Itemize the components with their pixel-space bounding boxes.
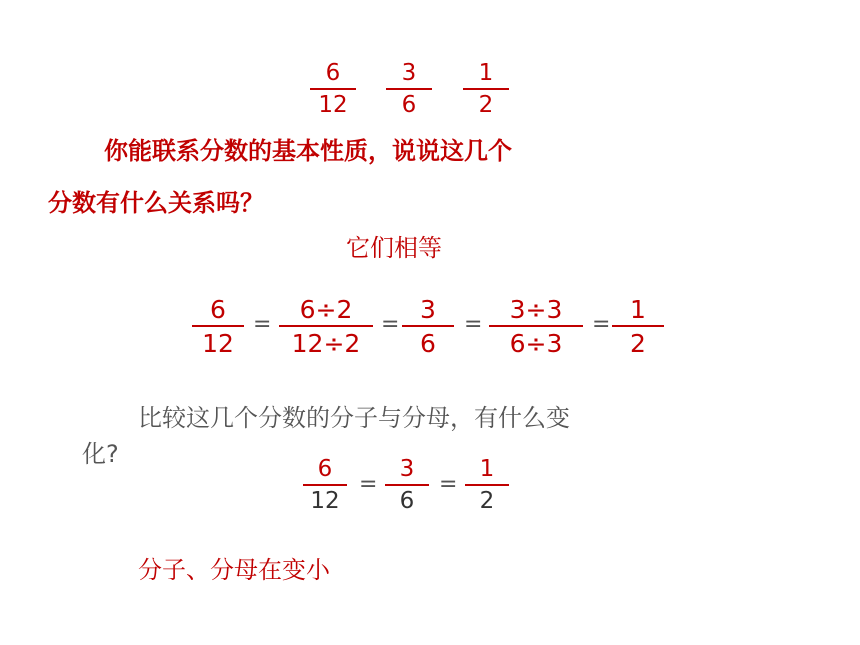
numerator: 3 (401, 60, 417, 86)
fraction-bar (612, 325, 664, 327)
equation2-term-2 (385, 458, 429, 513)
fraction-6-12-top (310, 62, 356, 117)
equals-sign: = (359, 472, 378, 497)
numerator: 3 (420, 295, 436, 324)
equals-sign: = (439, 472, 458, 497)
denominator: 2 (478, 92, 494, 118)
equation1-term-4 (489, 297, 583, 356)
numerator: 1 (479, 456, 495, 482)
numerator: 3 (399, 456, 415, 482)
question1-line2: 分数有什么关系吗？ (48, 189, 264, 217)
fraction-1-2-top (463, 62, 509, 117)
numerator: 6 (317, 456, 333, 482)
equation1-term-2 (279, 297, 373, 356)
fraction-bar (489, 325, 583, 327)
numerator: 1 (630, 295, 646, 324)
denominator: 12 (202, 329, 234, 358)
equation1-term-1 (192, 297, 244, 356)
equation1-term-3 (402, 297, 454, 356)
denominator: 12 (318, 92, 348, 118)
equation2-term-1 (303, 458, 347, 513)
fraction-3-6-top (386, 62, 432, 117)
equation2-term-3 (465, 458, 509, 513)
question1-line1: 你能联系分数的基本性质，说说这几个 (104, 137, 512, 165)
denominator: 12 (310, 488, 340, 514)
question2-line2: 化? (82, 440, 119, 468)
answer1-text: 它们相等 (346, 234, 442, 262)
equals-sign: = (592, 312, 611, 337)
numerator: 6 (210, 295, 226, 324)
denominator: 12÷2 (291, 329, 361, 358)
numerator: 3÷3 (509, 295, 563, 324)
equation1-term-5 (612, 297, 664, 356)
fraction-bar (463, 88, 509, 90)
denominator: 6 (399, 488, 415, 514)
fraction-bar (465, 484, 509, 486)
numerator: 6 (325, 60, 341, 86)
denominator: 2 (479, 488, 495, 514)
equals-sign: = (381, 312, 400, 337)
equals-sign: = (253, 312, 272, 337)
fraction-bar (192, 325, 244, 327)
answer2-text: 分子、分母在变小 (138, 556, 330, 584)
question2-line1: 比较这几个分数的分子与分母，有什么变 (138, 404, 570, 432)
numerator: 1 (478, 60, 494, 86)
fraction-bar (310, 88, 356, 90)
numerator: 6÷2 (299, 295, 353, 324)
equals-sign: = (464, 312, 483, 337)
denominator: 6÷3 (509, 329, 563, 358)
denominator: 6 (401, 92, 417, 118)
fraction-bar (385, 484, 429, 486)
denominator: 6 (420, 329, 436, 358)
fraction-bar (386, 88, 432, 90)
fraction-bar (303, 484, 347, 486)
fraction-bar (402, 325, 454, 327)
denominator: 2 (630, 329, 646, 358)
fraction-bar (279, 325, 373, 327)
